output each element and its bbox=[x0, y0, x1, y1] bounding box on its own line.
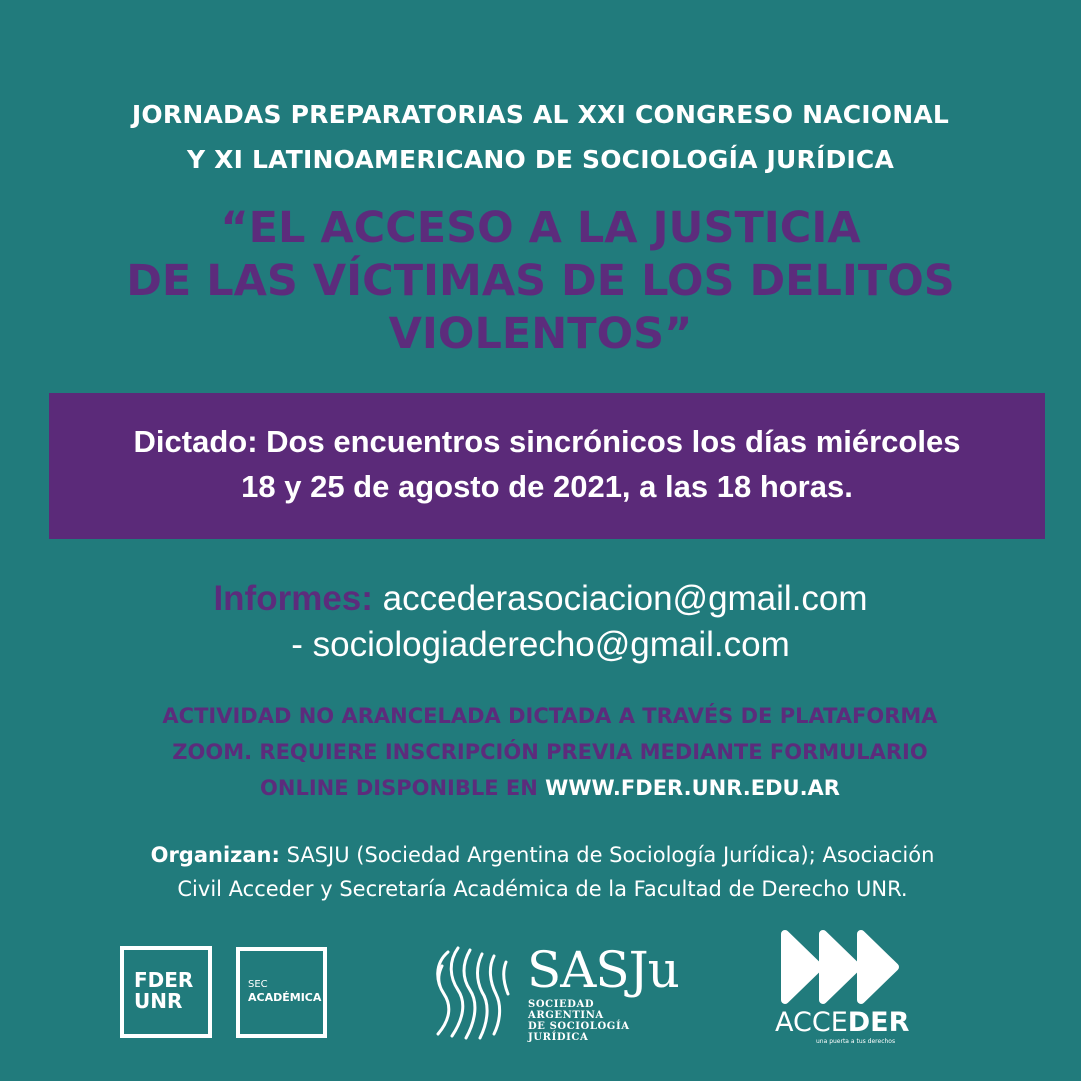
title-line-1: “EL ACCESO A LA JUSTICIA bbox=[220, 203, 861, 253]
sec-logo-line-2: ACADÉMICA bbox=[248, 991, 322, 1004]
contact-email-2[interactable]: - sociologiaderecho@gmail.com bbox=[291, 625, 790, 664]
acceder-name-pre: ACCE bbox=[775, 1007, 848, 1038]
fder-logo-line-2: UNR bbox=[134, 989, 183, 1013]
contact-info bbox=[0, 576, 1081, 668]
registration-notice bbox=[0, 698, 1081, 806]
event-header bbox=[0, 92, 1081, 182]
sasju-sub-line-2: ARGENTINA bbox=[528, 1010, 604, 1021]
sec-logo-line-1: SEC bbox=[248, 979, 268, 990]
event-title bbox=[0, 202, 1081, 361]
schedule-text bbox=[49, 393, 1045, 509]
schedule-banner bbox=[49, 393, 1045, 539]
contact-email-1[interactable]: accederasociacion@gmail.com bbox=[382, 579, 868, 618]
fast-forward-icon bbox=[779, 930, 903, 1004]
sec-academica-logo bbox=[236, 947, 327, 1038]
schedule-line-1: Dictado: Dos encuentros sincrónicos los días miércoles bbox=[133, 424, 961, 459]
sasju-emblem-icon bbox=[428, 944, 520, 1044]
sasju-logo-subtitle bbox=[528, 999, 630, 1043]
notice-line-2: ZOOM. REQUIERE INSCRIPCIÓN PREVIA MEDIANTE FORMULARIO bbox=[172, 740, 928, 764]
acceder-name-post: DER bbox=[847, 1007, 910, 1038]
organizers-label: Organizan: bbox=[150, 843, 280, 867]
sasju-sub-line-3: DE SOCIOLOGÍA bbox=[528, 1021, 630, 1032]
organizers-line-1: SASJU (Sociedad Argentina de Sociología Jurídica); Asociación bbox=[286, 843, 935, 867]
organizers-line-2: Civil Acceder y Secretaría Académica de la Facultad de Derecho UNR. bbox=[177, 877, 908, 901]
title-line-3: VIOLENTOS” bbox=[388, 309, 693, 359]
acceder-logo-name bbox=[775, 1008, 909, 1038]
header-line-1: JORNADAS PREPARATORIAS AL XXI CONGRESO NACIONAL bbox=[131, 100, 950, 129]
notice-line-3: ONLINE DISPONIBLE EN bbox=[260, 776, 538, 800]
sasju-sub-line-4: JURÍDICA bbox=[528, 1032, 589, 1043]
sasju-sub-line-1: SOCIEDAD bbox=[528, 999, 595, 1010]
registration-url[interactable]: WWW.FDER.UNR.EDU.AR bbox=[545, 776, 840, 800]
schedule-line-2: 18 y 25 de agosto de 2021, a las 18 horas. bbox=[241, 469, 853, 504]
title-line-2: DE LAS VÍCTIMAS DE LOS DELITOS bbox=[126, 256, 955, 306]
notice-line-1: ACTIVIDAD NO ARANCELADA DICTADA A TRAVÉS DE PLATAFORMA bbox=[162, 704, 938, 728]
organizers bbox=[0, 838, 1081, 906]
fder-unr-logo bbox=[120, 946, 212, 1038]
sasju-logo-name: SASJu bbox=[527, 941, 679, 999]
acceder-tagline: una puerta a tus derechos bbox=[816, 1038, 896, 1045]
contact-label: Informes: bbox=[213, 579, 373, 618]
fder-logo-line-1: FDER bbox=[134, 968, 194, 992]
header-line-2: Y XI LATINOAMERICANO DE SOCIOLOGÍA JURÍDICA bbox=[186, 145, 895, 174]
